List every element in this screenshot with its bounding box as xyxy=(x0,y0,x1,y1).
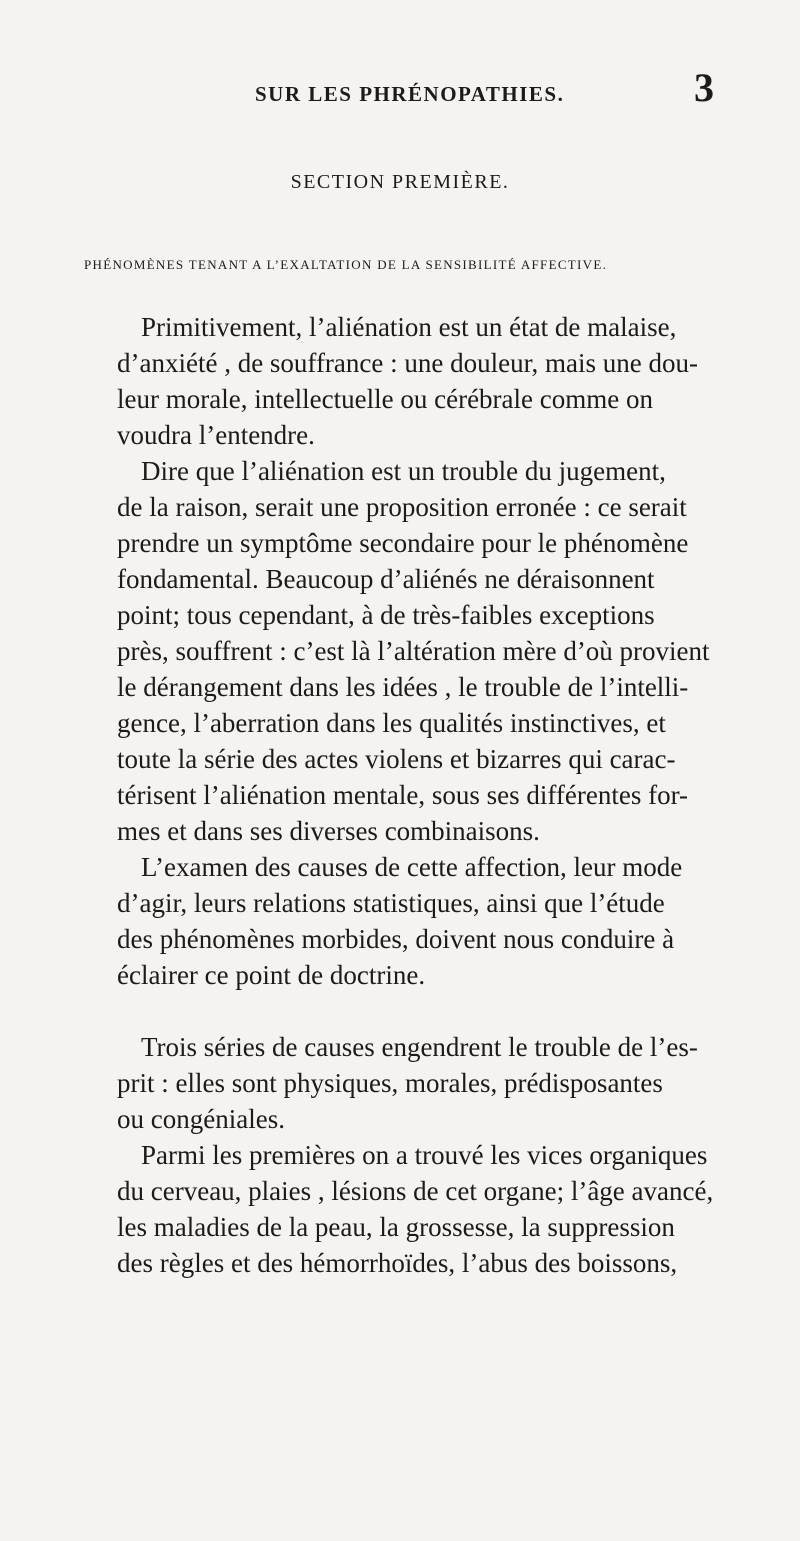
text-line: mes et dans ses diverses combinaisons. xyxy=(117,816,540,846)
text-line: les maladies de la peau, la grossesse, la suppression xyxy=(117,1212,675,1242)
text-line: d’anxiété , de souffrance : une douleur, mais une dou- xyxy=(117,348,698,378)
text-line: du cerveau, plaies , lésions de cet organe; l’âge avancé, xyxy=(117,1176,714,1206)
text-line: ou congéniales. xyxy=(117,1104,285,1134)
text-line: prit : elles sont physiques, morales, prédisposantes xyxy=(117,1068,663,1098)
text-line: Dire que l’aliénation est un trouble du jugement, xyxy=(141,456,666,486)
text-line: près, souffrent : c’est là l’altération mère d’où provient xyxy=(117,636,710,666)
text-line: le dérangement dans les idées , le trouble de l’intelli- xyxy=(117,672,689,702)
text-line: d’agir, leurs relations statistiques, ainsi que l’étude xyxy=(117,888,665,918)
text-line: gence, l’aberration dans les qualités instinctives, et xyxy=(117,708,666,738)
page-number: 3 xyxy=(694,65,714,110)
text-line: térisent l’aliénation mentale, sous ses différentes for- xyxy=(117,780,689,810)
section-subtitle: PHÉNOMÈNES TENANT A L’EXALTATION DE LA SENSIBILITÉ AFFECTIVE. xyxy=(84,257,608,272)
text-line: prendre un symptôme secondaire pour le phénomène xyxy=(117,528,689,558)
text-line: Parmi les premières on a trouvé les vices organiques xyxy=(141,1140,708,1170)
text-line: toute la série des actes violens et bizarres qui carac- xyxy=(117,744,676,774)
text-line: des phénomènes morbides, doivent nous conduire à xyxy=(117,924,675,954)
text-line: fondamental. Beaucoup d’aliénés ne déraisonnent xyxy=(117,564,655,594)
text-line: Primitivement, l’aliénation est un état de malaise, xyxy=(141,312,677,342)
text-line: des règles et des hémorrhoïdes, l’abus des boissons, xyxy=(117,1248,678,1278)
text-line: de la raison, serait une proposition erronée : ce serait xyxy=(117,492,687,522)
text-line: voudra l’entendre. xyxy=(117,420,315,450)
text-line: Trois séries de causes engendrent le trouble de l’es- xyxy=(141,1032,698,1062)
text-line: point; tous cependant, à de très-faibles exceptions xyxy=(117,600,655,630)
text-line: éclairer ce point de doctrine. xyxy=(117,960,426,990)
text-line: L’examen des causes de cette affection, leur mode xyxy=(141,852,683,882)
text-line: leur morale, intellectuelle ou cérébrale comme on xyxy=(117,384,653,414)
section-title: SECTION PREMIÈRE. xyxy=(290,171,510,193)
running-head: SUR LES PHRÉNOPATHIES. xyxy=(255,82,565,106)
